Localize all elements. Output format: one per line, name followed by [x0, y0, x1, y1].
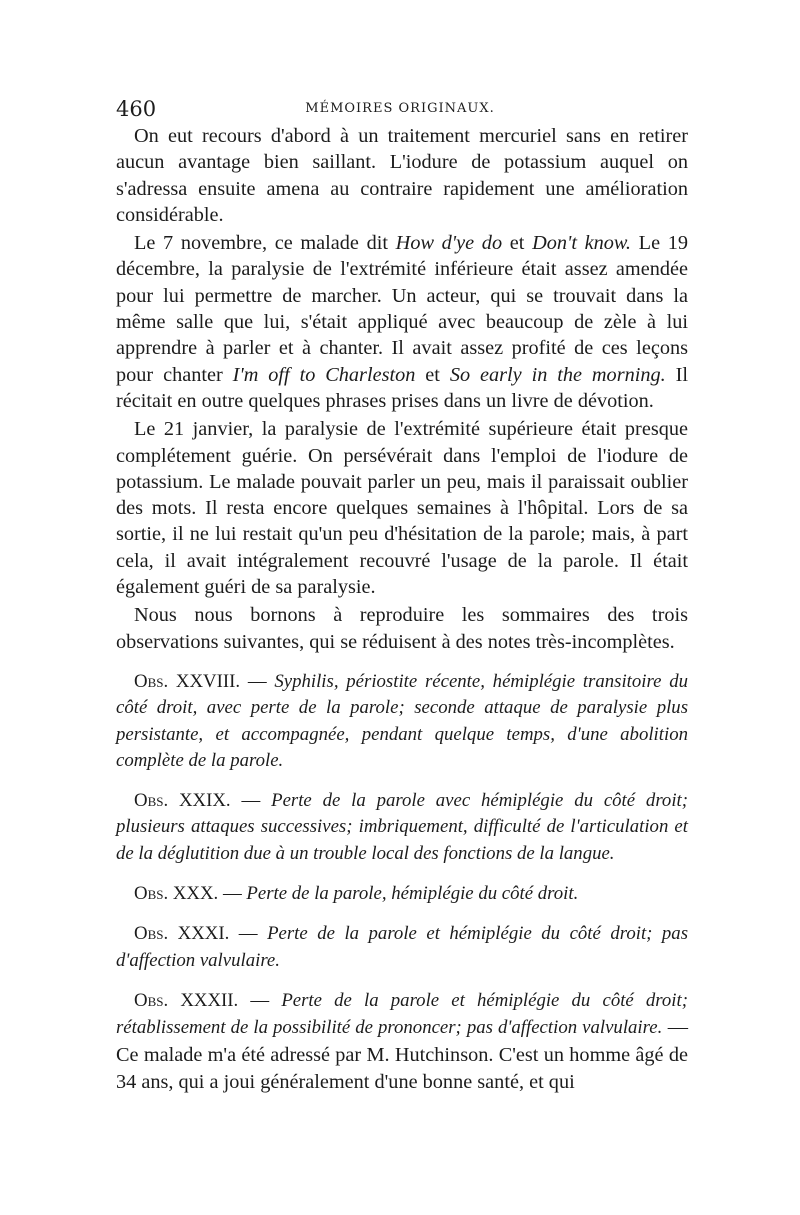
observation-label: Obs. XXIX.: [134, 790, 231, 812]
observation-31: [116, 921, 688, 974]
observation-label: Obs. XXXI.: [134, 923, 230, 945]
observation-32: [116, 988, 688, 1096]
observation-label: Obs. XXVIII.: [134, 670, 241, 692]
observation-summary: Perte de la parole et hémiplégie du côté droit; pas d'affection valvulaire.: [116, 923, 688, 971]
paragraph-2-text-d: et: [415, 363, 450, 386]
observation-28: [116, 669, 688, 774]
song-title: Don't know.: [532, 232, 632, 255]
observation-label: Obs. XXXII.: [134, 989, 239, 1011]
running-title: MÉMOIRES ORIGINAUX.: [305, 101, 495, 116]
paragraph-2-text-a: Le 7 novembre, ce malade dit: [134, 232, 396, 255]
page-number: 460: [116, 97, 157, 121]
observation-summary: Perte de la parole avec hémiplégie du côté droit; plusieurs attaques successives; imbriquement, difficulté de l'articulation et de la déglutition due à un trouble local des fonctions de la langue.: [116, 790, 689, 864]
paragraph-3: Le 21 janvier, la paralysie de l'extrémité supérieure était presque complétement guérie. On persévérait dans l'emploi de l'iodure de potassium. Le malade pouvait parler un peu, mais il paraissait oublier des mots. Il resta encore quelques semaines à l'hôpital. Lors de sa sortie, il ne lui restait qu'un peu d'hésitation de la parole; mais, à part cela, il avait intégralement recouvré l'usage de la parole. Il était également guéri de sa paralysie.: [116, 418, 688, 599]
paragraph-2-text-c: Le 19 décembre, la paralysie de l'extrémité inférieure était assez amendée pour lui permettre de marcher. Un acteur, qui se trouvait dans la même salle que lui, s'était appliqué avec beaucoup de zèle à lui apprendre à parler et à chanter. Il avait assez profité de ces leçons pour chanter: [116, 232, 689, 386]
paragraph-2-text-b: et: [502, 232, 533, 255]
observation-29: [116, 788, 688, 867]
observation-dash: —: [218, 883, 247, 905]
song-title: How d'ye do: [395, 232, 503, 255]
observation-dash: —: [230, 790, 272, 812]
observation-continuation: — Ce malade m'a été adressé par M. Hutchinson. C'est un homme âgé de 34 ans, qui a joui généralement d'une bonne santé, et qui: [116, 1016, 688, 1093]
observation-summary: Syphilis, périostite récente, hémiplégie transitoire du côté droit, avec perte de la parole; seconde attaque de paralysie plus persistante, et accompagnée, pendant quelque temps, d'une abolition complète de la parole.: [116, 670, 688, 771]
observation-label: Obs. XXX.: [134, 883, 219, 905]
song-title: I'm off to Charleston: [232, 363, 416, 386]
observation-summary: Perte de la parole, hémiplégie du côté droit.: [246, 883, 579, 905]
observation-summary: Perte de la parole et hémiplégie du côté droit; rétablissement de la possibilité de prononcer; pas d'affection valvulaire.: [116, 989, 688, 1039]
paragraph-4: Nous nous bornons à reproduire les sommaires des trois observations suivantes, qui se réduisent à des notes très-incomplètes.: [116, 604, 688, 653]
song-title: So early in the morning.: [449, 363, 666, 386]
paragraph-1: On eut recours d'abord à un traitement mercuriel sans en retirer aucun avantage bien saillant. L'iodure de potassium auquel on s'adressa ensuite amena au contraire rapidement une amélioration considérable.: [116, 125, 688, 226]
paragraph-2-text-e: Il récitait en outre quelques phrases prises dans un livre de dévotion.: [116, 363, 689, 412]
observation-30: [116, 881, 688, 907]
observation-dash: —: [240, 670, 275, 692]
observation-dash: —: [229, 923, 268, 945]
running-head: [116, 97, 684, 121]
observation-dash: —: [238, 989, 282, 1011]
paragraph-2: [116, 230, 688, 414]
body-text: [116, 123, 688, 1096]
